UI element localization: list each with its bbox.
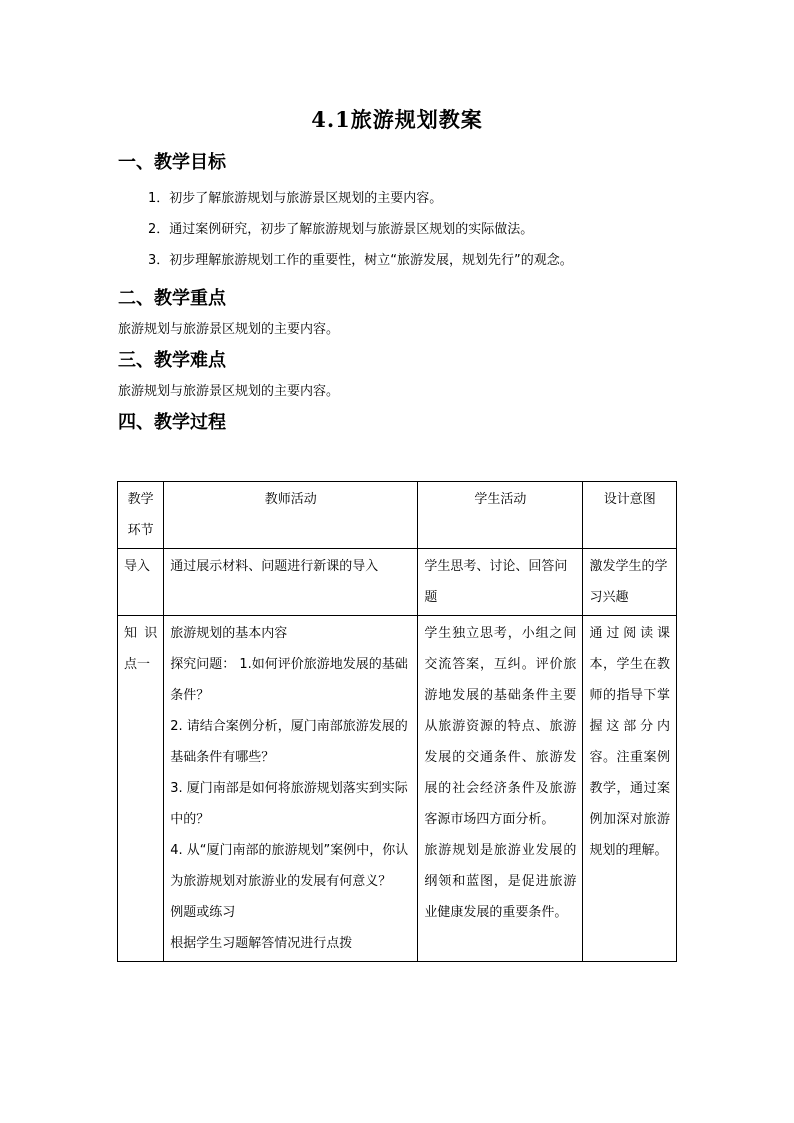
objective-item-1: 1．初步了解旅游规划与旅游景区规划的主要内容。 [148,191,443,206]
objective-item-2: 2．通过案例研究，初步了解旅游规划与旅游景区规划的实际做法。 [148,222,534,237]
table-row [118,549,677,616]
heading-difficulties: 三、教学难点 [118,350,226,371]
heading-objectives: 一、教学目标 [118,152,226,173]
cell-intent: 通过阅读课本，学生在教师的指导下掌握这部分内容。注重案例教学，通过案例加深对旅游规划的理解。 [583,616,677,962]
teacher-line: 旅游规划的基本内容 [170,626,288,641]
key-points-text: 旅游规划与旅游景区规划的主要内容。 [118,322,340,337]
document-title: 4.1旅游规划教案 [311,107,483,132]
cell-stage: 导入 [118,549,164,616]
student-line: 学生思考、讨论、回答问题 [424,559,568,605]
teacher-line: 探究问题： 1.如何评价旅游地发展的基础条件？ [170,657,408,703]
lesson-plan-table [117,481,677,962]
cell-student [418,616,583,962]
cell-teacher [164,616,418,962]
header-stage: 教学环节 [118,482,164,549]
heading-process: 四、教学过程 [118,412,226,433]
teacher-line: 例题或练习 [170,905,236,920]
difficulties-text: 旅游规划与旅游景区规划的主要内容。 [118,384,340,399]
table-row [118,616,677,962]
table-header-row [118,482,677,549]
cell-stage: 知识点一 [118,616,164,962]
teacher-line: 3. 厦门南部是如何将旅游规划落实到实际中的？ [170,781,408,827]
cell-teacher [164,549,418,616]
header-intent: 设计意图 [583,482,677,549]
header-teacher: 教师活动 [164,482,418,549]
heading-key-points: 二、教学重点 [118,288,226,309]
teacher-line: 4. 从“厦门南部的旅游规划”案例中，你认为旅游规划对旅游业的发展有何意义？ [170,843,409,889]
cell-student [418,549,583,616]
student-line: 学生独立思考，小组之间交流答案，互纠。评价旅游地发展的基础条件主要从旅游资源的特点、旅游发展的交通条件、旅游发展的社会经济条件及旅游客源市场四方面分析。 [424,626,577,827]
cell-intent: 激发学生的学习兴趣 [583,549,677,616]
objective-item-3: 3．初步理解旅游规划工作的重要性，树立“旅游发展，规划先行”的观念。 [148,253,573,268]
teacher-line: 根据学生习题解答情况进行点拨 [170,936,353,951]
student-line: 旅游规划是旅游业发展的纲领和蓝图，是促进旅游业健康发展的重要条件。 [424,843,577,920]
teacher-line: 2. 请结合案例分析，厦门南部旅游发展的基础条件有哪些？ [170,719,408,765]
header-student: 学生活动 [418,482,583,549]
teacher-line: 通过展示材料、问题进行新课的导入 [170,559,379,574]
